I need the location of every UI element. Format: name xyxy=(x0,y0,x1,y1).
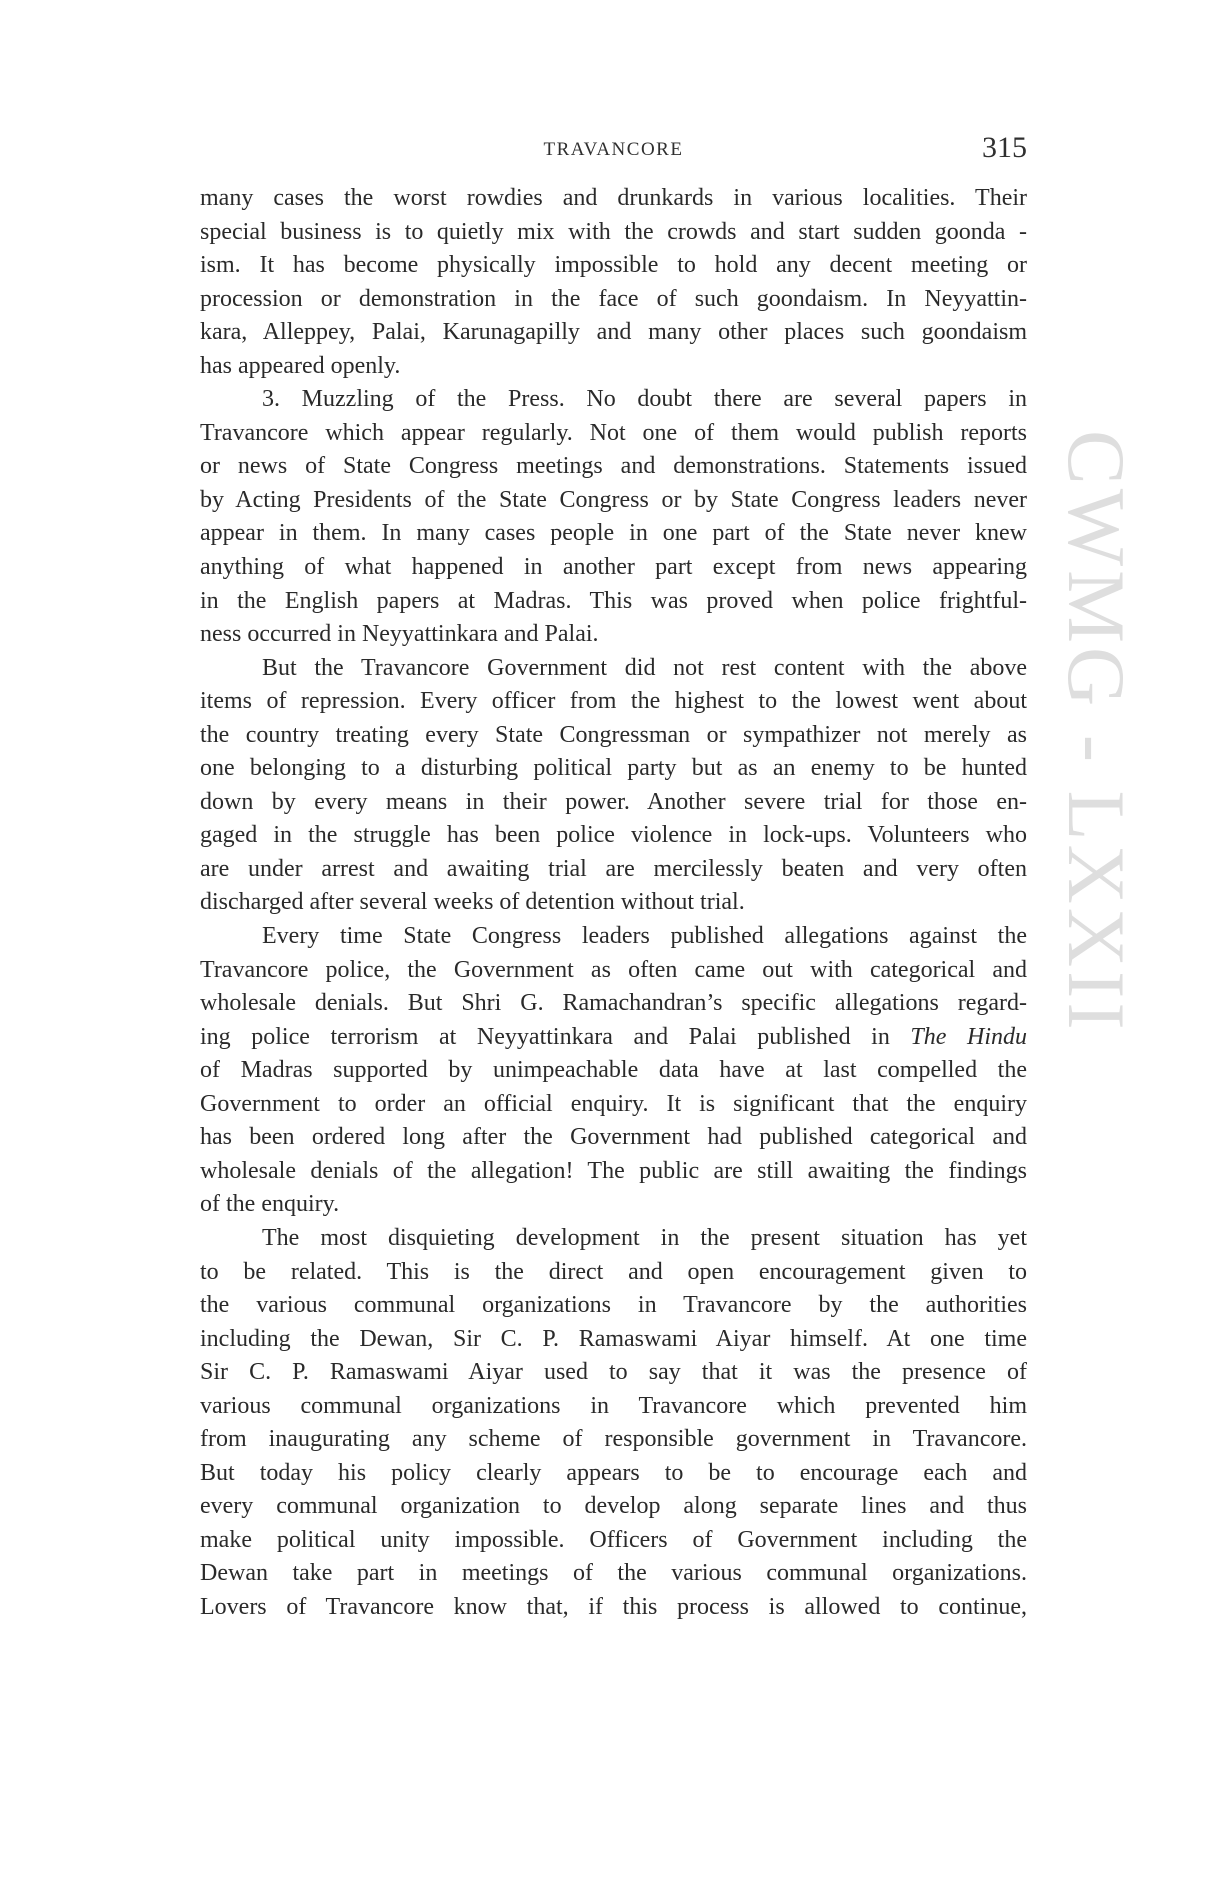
text-line-with-title xyxy=(200,1021,1027,1055)
text-line: by Acting Presidents of the State Congress or by State Congress leaders never xyxy=(200,486,1027,513)
text-line: special business is to quietly mix with the crowds and start sudden goonda - xyxy=(200,218,1027,245)
watermark-text: CWMG - LXXII xyxy=(1051,430,1142,1034)
text-line: in the English papers at Madras. This was proved when police frightful- xyxy=(200,587,1027,614)
text-line: anything of what happened in another part except from news appearing xyxy=(200,554,1027,581)
text-line: appear in them. In many cases people in one part of the State never knew xyxy=(200,520,1027,547)
text-line: to be related. This is the direct and open encouragement given to xyxy=(200,1258,1027,1285)
italic-title: The Hindu xyxy=(910,1023,1028,1050)
text-line: the various communal organizations in Travancore by the authorities xyxy=(200,1292,1027,1319)
text-line: down by every means in their power. Another severe trial for those en- xyxy=(200,788,1027,815)
text-line: from inaugurating any scheme of responsible government in Travancore. xyxy=(200,1426,1027,1453)
text-line: many cases the worst rowdies and drunkards in various localities. Their xyxy=(200,185,1027,211)
text-line: make political unity impossible. Officers of Government including the xyxy=(200,1526,1027,1553)
watermark xyxy=(1051,430,1142,1510)
text-line: every communal organization to develop along separate lines and thus xyxy=(200,1493,1027,1520)
text-line: Travancore which appear regularly. Not one of them would publish reports xyxy=(200,419,1027,446)
text-line: But the Travancore Government did not rest content with the above xyxy=(262,654,1027,681)
text-line-part: ing police terrorism at Neyyattinkara and Palai published in xyxy=(200,1023,890,1050)
text-line: has been ordered long after the Government had published categorical and xyxy=(200,1124,1027,1151)
text-line: But today his policy clearly appears to be to encourage each and xyxy=(200,1459,1027,1486)
text-line: items of repression. Every officer from the highest to the lowest went about xyxy=(200,688,1027,715)
text-line: Lovers of Travancore know that, if this process is allowed to continue, xyxy=(200,1593,1027,1620)
text-line: 3. Muzzling of the Press. No doubt there are several papers in xyxy=(262,386,1027,413)
text-line: Every time State Congress leaders published allegations against the xyxy=(262,923,1027,950)
text-line: The most disquieting development in the present situation has yet xyxy=(262,1224,1027,1251)
text-line: wholesale denials. But Shri G. Ramachandran’s specific allegations regard- xyxy=(200,990,1027,1017)
text-line: ism. It has become physically impossible to hold any decent meeting or xyxy=(200,252,1027,279)
text-line: has appeared openly. xyxy=(200,352,401,379)
text-line: Sir C. P. Ramaswami Aiyar used to say that it was the presence of xyxy=(200,1359,1027,1386)
text-line: Travancore police, the Government as often came out with categorical and xyxy=(200,956,1027,983)
text-line: of the enquiry. xyxy=(200,1191,340,1218)
text-line: procession or demonstration in the face of such goondaism. In Neyyattin- xyxy=(200,285,1027,312)
text-line: gaged in the struggle has been police violence in lock-ups. Volunteers who xyxy=(200,822,1027,849)
text-line: wholesale denials of the allegation! The public are still awaiting the findings xyxy=(200,1157,1027,1184)
running-head: TRAVANCORE xyxy=(543,139,684,160)
text-line: Government to order an official enquiry. It is significant that the enquiry xyxy=(200,1090,1027,1117)
text-line: kara, Alleppey, Palai, Karunagapilly and many other places such goondaism xyxy=(200,319,1027,346)
text-line: discharged after several weeks of detention without trial. xyxy=(200,889,745,916)
text-line: ness occurred in Neyyattinkara and Palai. xyxy=(200,621,599,648)
text-line: of Madras supported by unimpeachable data have at last compelled the xyxy=(200,1057,1027,1084)
body-text xyxy=(200,182,1027,1625)
page-header xyxy=(200,131,1027,171)
text-line: Dewan take part in meetings of the various communal organizations. xyxy=(200,1560,1027,1587)
text-line: are under arrest and awaiting trial are mercilessly beaten and very often xyxy=(200,855,1027,882)
text-line: including the Dewan, Sir C. P. Ramaswami Aiyar himself. At one time xyxy=(200,1325,1027,1352)
page-number: 315 xyxy=(982,131,1027,164)
text-line: one belonging to a disturbing political party but as an enemy to be hunted xyxy=(200,755,1027,782)
text-line: the country treating every State Congressman or sympathizer not merely as xyxy=(200,721,1027,748)
text-line: or news of State Congress meetings and demonstrations. Statements issued xyxy=(200,453,1027,480)
text-line: various communal organizations in Travancore which prevented him xyxy=(200,1392,1027,1419)
